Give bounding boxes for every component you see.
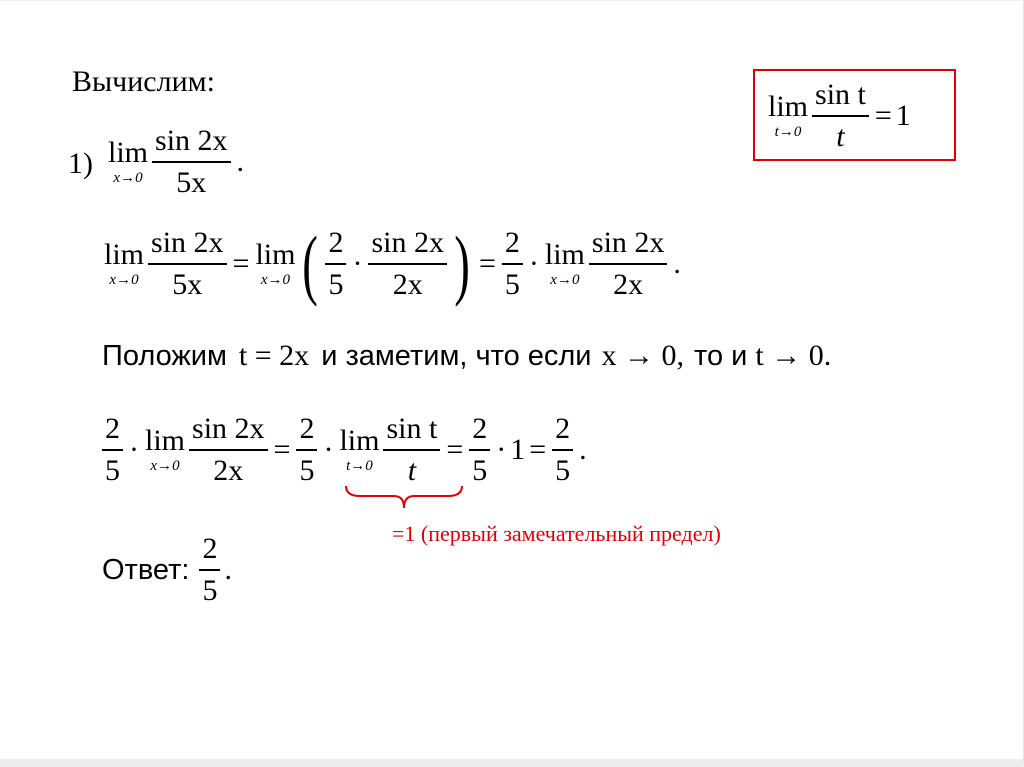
fraction: $\frac{\sin 2x}{5x}$ [152, 121, 231, 203]
limit: lim x→0 [145, 424, 186, 474]
limit: lim x→0 [255, 238, 296, 288]
fraction: $\frac{\sin 2x}{2x}$ [189, 409, 268, 491]
answer-label: Ответ: [102, 553, 190, 586]
fraction: $\frac{\sin 2x}{2x}$ [368, 223, 447, 305]
fraction: $\frac{2}{5}$ [552, 409, 573, 491]
fraction: $\frac{\text{sin t}}{t}$ [812, 75, 869, 157]
answer-line: Ответ: $\frac{2}{5}$ . [102, 529, 236, 611]
fraction: $\frac{\sin 2x}{2x}$ [589, 223, 668, 305]
fraction: $\frac{2}{5}$ [296, 409, 317, 491]
limit: lim t→0 [339, 424, 380, 474]
limit: lim x→0 [104, 238, 145, 288]
remark-note: =1 (первый замечательный предел) [392, 521, 721, 546]
slide-title: Вычислим: [72, 65, 215, 98]
limit: lim t→0 [768, 90, 809, 140]
fraction: $\frac{2}{5}$ [502, 223, 523, 305]
curly-brace-icon [344, 484, 464, 510]
limit: lim x→0 [108, 136, 149, 186]
left-paren: ( [302, 220, 319, 307]
right-paren: ) [454, 220, 470, 307]
fraction: $\frac{2}{5}$ [325, 223, 346, 305]
problem-number: 1) [68, 147, 93, 180]
substitution-line: Положим t = 2x и заметим, что если x → 0, то и t → 0. [102, 339, 832, 372]
result-line: $\frac{2}{5}$ · lim x→0 $\frac{\sin 2x}{2x}$ = $\frac{2}{5}$ · lim t→0 $\frac{\text{sin t}}{t}$ = $\frac{2}{5}$ · 1 = $\frac{2}{5}$ . [100, 409, 591, 491]
answer-fraction: $\frac{2}{5}$ [199, 529, 220, 611]
fraction: $\frac{2}{5}$ [469, 409, 490, 491]
boxed-formula: lim t→0 $\frac{\text{sin t}}{t}$ = 1 [766, 75, 915, 157]
problem-expression: lim x→0 $\frac{\sin 2x}{5x}$ . [106, 121, 248, 203]
limit: lim x→0 [544, 238, 585, 288]
fraction: $\frac{\text{sin t}}{t}$ [383, 409, 440, 491]
fraction: $\frac{2}{5}$ [102, 409, 123, 491]
transform-line: lim x→0 $\frac{\sin 2x}{5x}$ = lim x→0 ( $\frac{2}{5}$ · $\frac{\sin 2x}{2x}$ ) = $\frac{2}{5}$ · lim x→0 $\frac{\sin 2x}{2x}$ . [104, 220, 681, 307]
fraction: $\frac{\sin 2x}{5x}$ [148, 223, 227, 305]
